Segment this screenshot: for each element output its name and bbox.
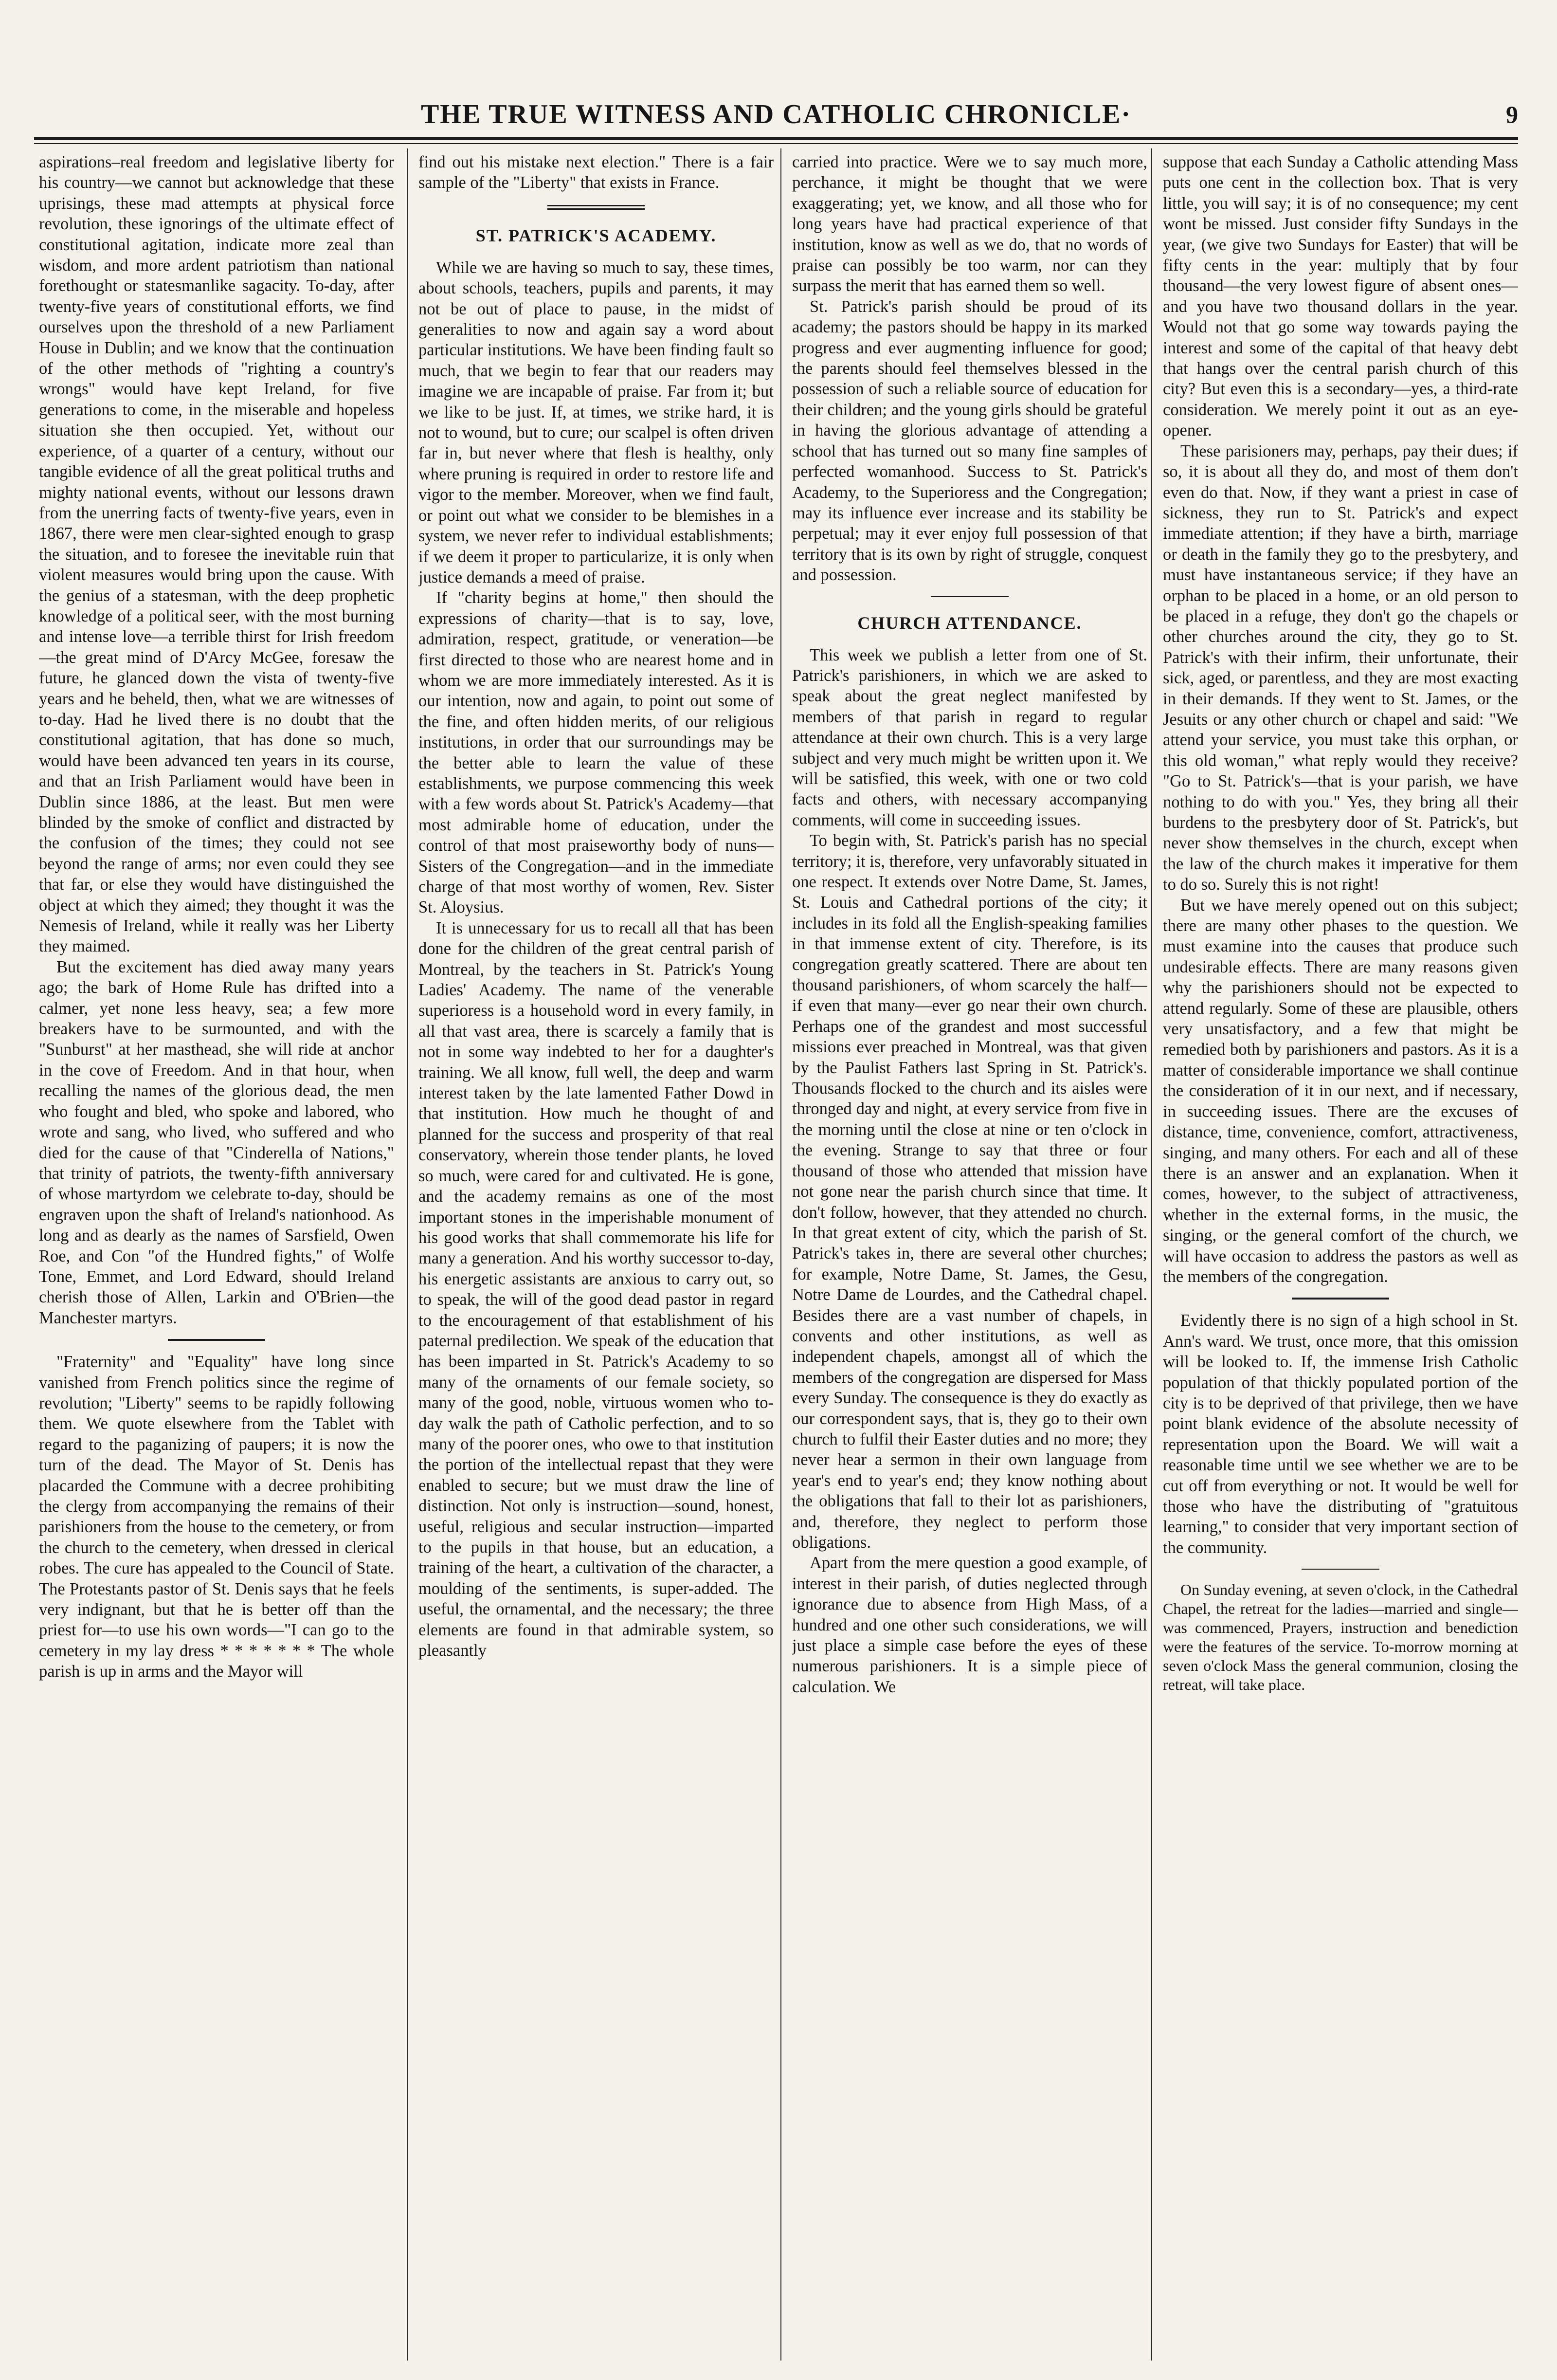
article-paragraph: "Fraternity" and "Equality" have long since vanished from French politics since the regime of revolution; "Liberty" seems to be rapidly following them. We quote elsewhere from the Tablet with regard to the paganizing of paupers; it is now the turn of the dead. The Mayor of St. Denis has placarded the Commune with a decree prohibiting the clergy from accompanying the remains of their parishioners from the house to the cemetery, or from the church to the cemetery, when dressed in clerical robes. The cure has appealed to the Council of State. The Protestants pastor of St. Denis says that he feels very indignant, but that he is better off than the priest for—to use his own words—"I can go to the cemetery in my lay dress * * * * * * * The whole parish is up in arms and the Mayor will bbox=[39, 1353, 394, 1681]
page-number: 9 bbox=[1506, 101, 1518, 128]
newspaper-title: THE TRUE WITNESS AND CATHOLIC CHRONICLE· bbox=[420, 99, 1132, 129]
article-paragraph: It is unnecessary for us to recall all that has been done for the children of the great central parish of Montreal, by the teachers in St. Patrick's Young Ladies' Academy. The name of the venerable superioress is a household word in every family, in all that vast area, there is scarcely a family that is not in some way indebted to her for a daughter's training. We all know, full well, the deep and warm interest taken by the late lamented Father Dowd in that institution. How much he thought of and planned for the success and prosperity of that real conservatory, wherein those tender plants, he loved so much, were cared for and cultivated. He is gone, and the academy remains as one of the most important stones in the imperishable monument of his good works that shall commemorate his life for many a generation. And his worthy successor to-day, his energetic assistants are anxious to carry out, so to speak, the will of the good dead pastor in regard to the encouragement of that establishment of his paternal predilection. We speak of the education that has been imparted in St. Patrick's Academy to so many of the ornaments of our female society, so many of the good, noble, virtuous women who to-day walk the path of Catholic perfection, and to so many of the poorer ones, who owe to that institution the portion of the intellectual repast that they were enabled to secure; but we must draw the line of distinction. Not only is instruction—sound, honest, useful, religious and secular instruction—imparted to the pupils in that house, but an education, a training of the heart, a cultivation of the character, a moulding of the sentiments, is super-added. The useful, the ornamental, and the necessary; the three elements are found in that admirable system, so pleasantly bbox=[418, 918, 774, 1660]
article-paragraph: Evidently there is no sign of a high school in St. Ann's ward. We trust, once more, that this omission will be looked to. If, the immense Irish Catholic population of that thickly populated portion of the city is to be deprived of that privilege, then we have point blank evidence of the absolute necessity of representation upon the Board. We will wait a reasonable time until we see whether we are to be cut off from everything or not. It would be well for those who have the distributing of "gratuitous learning," to consider that very important section of the community. bbox=[1163, 1311, 1518, 1557]
article-paragraph: St. Patrick's parish should be proud of its academy; the pastors should be happy in its marked progress and ever augmenting influence for good; the parents should feel themselves blessed in the possession of such a reliable source of education for their children; and the young girls should be grateful in having the glorious advantage of attending a school that has turned out so many fine samples of perfected womanhood. Success to St. Patrick's Academy, to the Superioress and the Congregation; may its influence ever increase and its stability be perpetual; may it ever enjoy full possession of that territory that is its own by right of struggle, conquest and possession. bbox=[792, 297, 1147, 585]
article-paragraph: If "charity begins at home," then should the expressions of charity—that is to say, love, admiration, respect, gratitude, or veneration—be first directed to those who are nearest home and in whom we are more immediately interested. As it is our intention, now and again, to point out some of the fine, and often hidden merits, of our religious institutions, in order that our surroundings may be the better able to learn the value of these establishments, we purpose commencing this week with a few words about St. Patrick's Academy—that most admirable home of education, under the control of that most praiseworthy body of nuns—Sisters of the Congregation—and in the immediate charge of that most worthy of women, Rev. Sister St. Aloysius. bbox=[418, 588, 774, 917]
article-paragraph: On Sunday evening, at seven o'clock, in the Cathedral Chapel, the retreat for the ladies—married and single—was commenced, Prayers, instruction and benediction were the features of the service. To-morrow morning at seven o'clock Mass the general communion, closing the retreat, will take place. bbox=[1163, 1581, 1518, 1694]
section-divider bbox=[931, 596, 1009, 597]
article-paragraph: But the excitement has died away many years ago; the bark of Home Rule has drifted into a calmer, yet none less heavy, sea; a few more breakers have to be surmounted, and with the "Sunburst" at her masthead, she will ride at anchor in the cove of Freedom. And in that hour, when recalling the names of the glorious dead, the men who fought and bled, who spoke and labored, who wrote and sang, who lived, who suffered and who died for the cause of that "Cinderella of Nations," that trinity of patriots, the twenty-fifth anniversary of whose martyrdom we celebrate to-day, should be engraven upon the shaft of Ireland's nationhood. As long and as dearly as the names of Sarsfield, Owen Roe, and Con "of the Hundred fights," of Wolfe Tone, Emmet, and Lord Edward, should Ireland cherish those of Allen, Larkin and O'Brien—the Manchester martyrs. bbox=[39, 957, 394, 1327]
article-paragraph: aspirations–real freedom and legislative liberty for his country—we cannot but acknowledge that these uprisings, these mad attempts at physical force revolution, these ignorings of the ultimate effect of constitutional agitation, indicate more zeal than wisdom, and more ardent patriotism than national forethought or statesmanlike sagacity. To-day, after twenty-five years of constitutional efforts, we find ourselves upon the threshold of a new Parliament House in Dublin; and we know that the continuation of the other methods of "righting a country's wrongs" would have kept Ireland, for five generations to come, in the miserable and hopeless situation she then occupied. Yet, without our experience, of a quarter of a century, without our tangible evidence of all the great political truths and mighty national events, without our lessons drawn from the unerring facts of twenty-five years, even in 1867, there were men clear-sighted enough to grasp the situation, and to foresee the inevitable ruin that violent measures would bring upon the cause. With the genius of a statesman, with the deep prophetic knowledge of a political seer, with the most burning and intense love—a terrible thirst for Irish freedom—the great mind of D'Arcy McGee, foresaw the future, he glanced down the vista of twenty-five years and he beheld, then, what we are witnesses of to-day. Had he lived there is no doubt that the constitutional agitation, that has done so much, would have been advanced ten years in its course, and that an Irish Parliament would have been in Dublin since 1886, at the least. But men were blinded by the smoke of conflict and distracted by the confusion of the times; they could not see beyond the range of arms; nor even could they see that far, or else they would have distinguished the object at which they aimed; they thought it was the Nemesis of Ireland, while it really was her Liberty they maimed. bbox=[39, 153, 394, 956]
article-heading: ST. PATRICK'S ACADEMY. bbox=[475, 225, 717, 245]
section-divider bbox=[168, 1339, 265, 1341]
column-divider bbox=[780, 148, 781, 2361]
header-rule bbox=[34, 137, 1518, 140]
masthead bbox=[34, 95, 1518, 134]
article-paragraph: carried into practice. Were we to say much more, perchance, it might be thought that we were exaggerating; yet, we know, and all those who for long years have had practical experience of that institution, know as well as we do, that no words of praise can possibly be too warm, nor can they surpass the merit that has earned them so well. bbox=[792, 153, 1147, 295]
article-paragraph: Apart from the mere question a good example, of interest in their parish, of duties neglected through ignorance due to absence from High Mass, of a hundred and one other such considerations, we will just place a simple case before the eyes of these numerous parishioners. It is a simple piece of calculation. We bbox=[792, 1554, 1147, 1696]
article-paragraph: While we are having so much to say, these times, about schools, teachers, pupils and parents, it may not be out of place to pause, in the midst of generalities to now and again say a word about particular institutions. We have been finding fault so much, that we begin to fear that our readers may imagine we are incapable of praise. Far from it; but we like to be just. If, at times, we strike hard, it is not to wound, but to cure; our scalpel is often driven far in, but never where that flesh is healthy, only where pruning is required in order to restore life and vigor to the member. Moreover, when we find fault, or point out what we consider to be blemishes in a system, we never refer to individual establishments; if we deem it proper to particularize, it is only when justice demands a meed of praise. bbox=[418, 258, 774, 586]
section-divider bbox=[1302, 1569, 1379, 1570]
article-paragraph: This week we publish a letter from one of St. Patrick's parishioners, in which we are asked to speak about the great neglect manifested by members of that parish in regard to regular attendance at their own church. This is a very large subject and very much might be written upon it. We will be satisfied, this week, with one or two cold facts and others, with necessary accompanying comments, will come in succeeding issues. bbox=[792, 645, 1147, 829]
column-4 bbox=[1163, 152, 1518, 2357]
column-3 bbox=[792, 152, 1147, 2357]
article-heading: CHURCH ATTENDANCE. bbox=[857, 613, 1082, 633]
article-paragraph: suppose that each Sunday a Catholic attending Mass puts one cent in the collection box. That is very little, you will say; it is of no consequence; my cent wont be missed. Just consider fifty Sundays in the year, (we give two Sundays for Easter) that will be fifty cents in the year: multiply that by four thousand—the very lowest figure of absent ones—and you have two thousand dollars in the year. Would not that go some way towards paying the interest and some of the capital of that heavy debt that hangs over the central parish church of this city? But even this is a secondary—yes, a third-rate consideration. We merely point it out as an eye-opener. bbox=[1163, 153, 1518, 440]
header-rule-thin bbox=[34, 143, 1518, 144]
article-paragraph: To begin with, St. Patrick's parish has no special territory; it is, therefore, very unfavorably situated in one respect. It extends over Notre Dame, St. James, St. Louis and Cathedral portions of the city; it includes in its fold all the English-speaking families in that immense extent of city. Therefore, is its congregation greatly scattered. There are about ten thousand parishioners, of whom scarcely the half—if even that many—ever go near their own church. Perhaps one of the grandest and most successful missions ever preached in Montreal, was that given by the Paulist Fathers last Spring in St. Patrick's. Thousands flocked to the church and its aisles were thronged day and night, at every service from five in the morning until the close at nine or ten o'clock in the evening. Strange to say that three or four thousand of those who attended that mission have not gone near the parish church since that time. It don't follow, however, that they attended no church. In that great extent of city, which the parish of St. Patrick's takes in, there are several other churches; for example, Notre Dame, St. James, the Gesu, Notre Dame de Lourdes, and the Cathedral chapel. Besides there are a vast number of chapels, in convents and other institutions, as well as independent chapels, amongst all of which the members of the congregation are dispersed for Mass every Sunday. The consequence is they do exactly as our correspondent says, that is, they go to their own church to fulfil their Easter duties and no more; they never hear a sermon in their own language from year's end to year's end; they know nothing about the obligations that fall to their lot as parishioners, and, therefore, they neglect to perform those obligations. bbox=[792, 831, 1147, 1552]
article-paragraph: These parisioners may, perhaps, pay their dues; if so, it is about all they do, and most of them don't even do that. Now, if they want a priest in case of sickness, they run to St. Patrick's and expect immediate attention; if they have a birth, marriage or death in the family they go to the presbytery, and must have instantaneous service; if they have an orphan to be placed in a home, or an old person to be placed in a refuge, they don't go the chapels or other churches around the city, they go to St. Patrick's with their infirm, their unfortunate, their sick, aged, or parentless, and they are most exacting in their demands. If they went to St. James, or the Jesuits or any other church or chapel and said: "We attend your service, you must take this orphan, or this old woman," what reply would they receive? "Go to St. Patrick's—that is your parish, we have nothing to do with you." Yes, they bring all their burdens to the presbytery door of St. Patrick's, but never show themselves in the church, except when the law of the church makes it imperative for them to do so. Surely this is not right! bbox=[1163, 441, 1518, 894]
section-divider bbox=[547, 205, 645, 210]
article-paragraph: find out his mistake next election." There is a fair sample of the "Liberty" that exists in France. bbox=[418, 153, 774, 192]
article-paragraph: But we have merely opened out on this subject; there are many other phases to the question. We must examine into the causes that produce such undesirable effects. There are many reasons given why the parishioners should not be expected to attend regularly. Some of these are plausible, others very unsatisfactory, and a few that might be remedied both by parishioners and pastors. As it is a matter of considerable importance we shall continue the consideration of it in our next, and if necessary, in succeeding issues. There are the excuses of distance, time, convenience, comfort, attractiveness, singing, and many others. For each and all of these there is an answer and an explanation. When it comes, however, to the subject of attractiveness, whether in the external forms, in the music, the singing, or the general comfort of the church, we will have occasion to address the pastors as well as the members of the congregation. bbox=[1163, 896, 1518, 1286]
column-divider bbox=[1151, 148, 1152, 2361]
column-2 bbox=[418, 152, 774, 2357]
section-divider bbox=[1292, 1298, 1389, 1300]
column-1 bbox=[39, 152, 394, 2357]
column-divider bbox=[407, 148, 408, 2361]
